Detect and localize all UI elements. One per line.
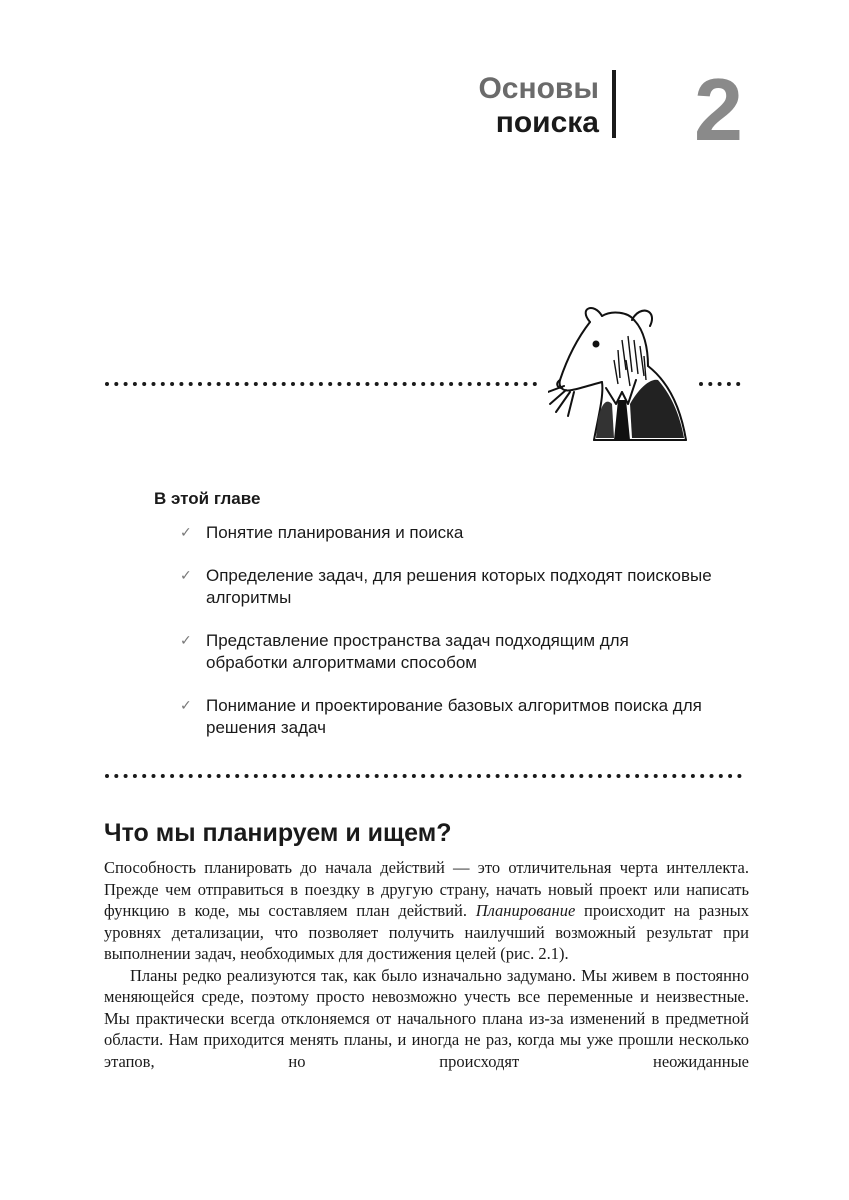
rule-dot [384,382,388,386]
rule-dot [142,774,146,778]
rule-dot [449,382,453,386]
rule-dot [179,382,183,386]
rule-dot [524,382,528,386]
rule-dot [736,382,740,386]
rule-dot [505,774,509,778]
paragraph-1 [104,857,749,965]
rule-dot [496,382,500,386]
rule-dot [338,382,342,386]
rule-dot [468,382,472,386]
rule-dot [393,774,397,778]
rule-dot [319,382,323,386]
rule-dot [682,774,686,778]
rule-dot [207,382,211,386]
rule-dot [152,774,156,778]
rule-dot [384,774,388,778]
rule-dot [365,774,369,778]
chapter-contents [154,488,714,760]
checkmark-icon: ✓ [180,525,192,541]
rule-dot [431,382,435,386]
rule-dot [226,774,230,778]
rule-dot [477,774,481,778]
rule-dot [310,774,314,778]
rule-dot [412,382,416,386]
rule-dot [440,382,444,386]
rule-dot [217,382,221,386]
rule-dot [245,774,249,778]
rule-dot [524,774,528,778]
rule-dot [347,774,351,778]
dotted-rule-bottom [104,771,749,781]
rule-dot [272,382,276,386]
contents-item-text: Определение задач, для решения которых подходят поисковые алгоритмы [206,566,712,607]
rule-dot [579,774,583,778]
rule-dot [198,774,202,778]
chapter-number: 2 [694,60,743,159]
checkmark-icon: ✓ [180,698,192,714]
contents-list [154,522,714,739]
rule-dot [421,382,425,386]
rule-dot [282,382,286,386]
contents-item [154,522,714,544]
rule-dot [458,382,462,386]
contents-item-text: Представление пространства задач подходящим для обработки алгоритмами способом [206,631,629,672]
rule-dot [319,774,323,778]
rule-dot [226,382,230,386]
rule-dot [328,774,332,778]
rule-dot [468,774,472,778]
rule-dot [375,774,379,778]
rule-dot [542,774,546,778]
rule-dot [347,382,351,386]
section-heading: Что мы планируем и ищем? [104,819,452,847]
rule-dot [672,774,676,778]
rule-dot [644,774,648,778]
rule-dot [737,774,741,778]
rule-dot [403,774,407,778]
rule-dot [105,382,109,386]
rule-dot [505,382,509,386]
rule-dot [403,382,407,386]
contents-item [154,630,714,674]
rule-dot [282,774,286,778]
rule-dot [486,382,490,386]
rule-dot [124,774,128,778]
rule-dot [477,382,481,386]
rule-dot [589,774,593,778]
rule-dot [728,774,732,778]
rule-dot [170,382,174,386]
body-text [104,857,749,1072]
rule-dot [699,382,703,386]
rule-dot [300,382,304,386]
rule-dot [189,382,193,386]
rule-dot [365,382,369,386]
rule-dot [189,774,193,778]
rule-dot [607,774,611,778]
rule-dot [198,382,202,386]
contents-heading: В этой главе [154,489,261,508]
rule-dot [152,382,156,386]
rule-dot [719,774,723,778]
rule-dot [375,382,379,386]
rule-dot [328,382,332,386]
rule-dot [412,774,416,778]
rule-dot [708,382,712,386]
rule-dot [617,774,621,778]
rule-dot [486,774,490,778]
chapter-title-line2: поиска [495,106,599,139]
contents-item-text: Понимание и проектирование базовых алгоритмов поиска для решения задач [206,696,702,737]
rule-dot [254,382,258,386]
rule-dot [626,774,630,778]
rule-dot [449,774,453,778]
rule-dot [598,774,602,778]
checkmark-icon: ✓ [180,633,192,649]
rule-dot [431,774,435,778]
rule-dot [142,382,146,386]
rule-dot [207,774,211,778]
paragraph-1-text-b: происходит на разных уровнях детализации, что позволяет получить наилучший возможный результат при выполнении задач, необходимых для достижения целей (рис. 2.1). [104,901,749,963]
rule-dot [421,774,425,778]
rule-dot [514,774,518,778]
rule-dot [533,774,537,778]
rule-dot [635,774,639,778]
rule-dot [170,774,174,778]
rule-dot [393,382,397,386]
rule-dot [133,382,137,386]
rule-dot [310,382,314,386]
rule-dot [551,774,555,778]
rule-dot [300,774,304,778]
rule-dot [533,382,537,386]
rule-dot [161,774,165,778]
rule-dot [263,774,267,778]
rule-dot [663,774,667,778]
rule-dot [254,774,258,778]
rule-dot [458,774,462,778]
rule-dot [133,774,137,778]
rule-dot [235,774,239,778]
rule-dot [718,382,722,386]
rule-dot [179,774,183,778]
rule-dot [114,774,118,778]
rule-dot [105,774,109,778]
rule-dot [440,774,444,778]
rule-dot [124,382,128,386]
rat-mascot-illustration [548,300,698,446]
rule-dot [338,774,342,778]
contents-item [154,565,714,609]
chapter-title [478,72,599,140]
rule-dot [161,382,165,386]
checkmark-icon: ✓ [180,568,192,584]
rule-dot [514,382,518,386]
rule-dot [272,774,276,778]
rule-dot [235,382,239,386]
chapter-title-line1: Основы [478,72,599,105]
rule-dot [727,382,731,386]
rule-dot [654,774,658,778]
rule-dot [356,774,360,778]
rule-dot [700,774,704,778]
rule-dot [217,774,221,778]
rule-dot [291,382,295,386]
rule-dot [496,774,500,778]
rule-dot [691,774,695,778]
emphasis-term: Планирование [475,901,576,920]
paragraph-2: Планы редко реализуются так, как было изначально задумано. Мы живем в постоянно меняющейся среде, поэтому просто невозможно учесть все переменные и неизвестные. Мы практически всегда отклоняемся от начального плана из-за изменений в предметной области. Нам приходится менять планы, и иногда не раз, когда мы уже прошли несколько этапов, но происходят неожиданные [104,965,749,1071]
paragraph-1-text-a: Способность планировать до начала действий — это отличительная черта интеллекта. Прежде чем отправиться в поездку в другую страну, начать новый проект или написать функцию в коде, мы составляем план действий. [104,858,749,920]
contents-item [154,695,714,739]
rule-dot [114,382,118,386]
rule-dot [245,382,249,386]
rule-dot [570,774,574,778]
rule-dot [263,382,267,386]
rule-dot [561,774,565,778]
chapter-divider-bar [612,70,616,138]
rule-dot [291,774,295,778]
rule-dot [710,774,714,778]
rule-dot [356,382,360,386]
contents-item-text: Понятие планирования и поиска [206,523,464,542]
